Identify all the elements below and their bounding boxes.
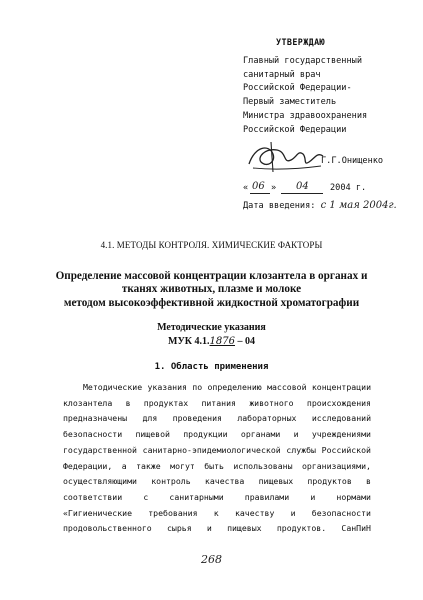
body-word: и: [293, 429, 299, 440]
body-word: использованы: [233, 460, 293, 471]
body-word: учреждениями: [311, 429, 371, 440]
date-month: 04: [296, 181, 309, 192]
body-word: массовой: [267, 382, 307, 392]
body-word: пищевых: [227, 523, 262, 534]
intro-date-handwritten: с 1 мая 2004г.: [320, 200, 397, 211]
body-word: нормами: [336, 491, 371, 502]
title-line: Определение массовой концентрации клозантела в органах и: [55, 270, 368, 282]
title-line: методом высокоэффективной жидкостной хроматографии: [63, 296, 360, 309]
body-word: безопасности: [311, 507, 371, 518]
section-label: 4.1. МЕТОДЫ КОНТРОЛЯ. ХИМИЧЕСКИЕ ФАКТОРЫ: [100, 240, 323, 250]
approval-line: Российской Федерации: [243, 124, 347, 135]
section-heading: 1. Область применения: [154, 362, 269, 372]
body-word: санитарными: [169, 491, 224, 502]
body-word: органами: [240, 429, 281, 440]
body-word: осуществляющими: [63, 476, 137, 487]
body-word: государственной: [63, 444, 137, 455]
body-word: по: [192, 382, 203, 392]
body-word: указания: [147, 382, 187, 392]
body-word: контроль: [151, 476, 191, 487]
code-number: 1876: [209, 336, 235, 347]
date-open-quote: «: [243, 183, 249, 193]
title-line: тканях животных, плазме и молоке: [121, 283, 302, 296]
body-word: а: [121, 460, 127, 471]
body-word: также: [136, 460, 161, 471]
date-close-quote: »: [271, 183, 277, 193]
body-word: питания: [201, 397, 236, 408]
body-word: продуктах: [143, 397, 189, 408]
approval-line: Первый заместитель: [243, 97, 337, 108]
body-word: «Гигиенические: [63, 507, 133, 518]
body-word: требования: [148, 507, 198, 518]
body-line: [63, 474, 371, 490]
approval-date: [243, 183, 418, 197]
body-word: концентрации: [311, 382, 371, 392]
body-word: пищевой: [135, 429, 170, 440]
code-suffix: – 04: [237, 336, 255, 347]
document-kind: Методические указания: [157, 322, 266, 333]
body-word: предназначены: [63, 413, 128, 424]
approval-line: санитарный врач: [243, 69, 321, 80]
body-word: соответствии: [63, 491, 123, 502]
body-line: [63, 443, 371, 459]
approval-block: [243, 36, 418, 138]
body-word: в: [366, 476, 371, 487]
body-word: сырья: [166, 523, 192, 534]
body-word: и: [290, 507, 296, 518]
body-word: пищевых: [258, 476, 294, 487]
body-word: лабораторных: [237, 413, 297, 424]
body-word: службы: [286, 444, 316, 455]
body-line: [63, 427, 371, 443]
body-line: [63, 459, 371, 475]
code-prefix: МУК 4.1.: [168, 336, 210, 347]
body-word: качества: [204, 476, 245, 487]
body-word: Методические: [83, 382, 143, 392]
body-line: [63, 396, 371, 412]
body-word: СанПиН: [341, 523, 371, 534]
body-line: [63, 490, 371, 506]
body-word: животного: [249, 397, 294, 408]
body-word: к: [213, 507, 219, 518]
body-word: продукции: [183, 429, 228, 440]
date-year: 2004 г.: [330, 183, 367, 193]
signer-name: Г.Г.Онищенко: [321, 156, 384, 166]
body-word: быть: [204, 460, 224, 471]
body-word: Федерации,: [63, 460, 113, 471]
body-word: происхождения: [306, 397, 371, 408]
body-word: качеству: [234, 507, 275, 518]
body-word: безопасности: [63, 429, 123, 440]
body-word: проведения: [172, 413, 222, 424]
date-day-underline: [250, 193, 270, 194]
body-line: [63, 411, 371, 427]
introduction-date: [243, 200, 397, 211]
body-line: [63, 506, 371, 522]
body-word: могут: [170, 460, 195, 471]
intro-label: Дата введения:: [243, 201, 316, 211]
body-word: и: [310, 491, 316, 502]
body-word: в: [125, 397, 131, 408]
signature-row: [243, 146, 418, 176]
approval-line: Министра здравоохранения: [243, 110, 368, 121]
page-number: 268: [201, 553, 222, 566]
approval-line: Российской Федерации-: [243, 83, 352, 94]
body-line: [63, 380, 371, 396]
body-word: правилами: [244, 491, 290, 502]
body-word: продуктов.: [276, 523, 327, 534]
body-word: для: [142, 413, 158, 424]
document-title: [0, 270, 423, 310]
document-code: [0, 336, 423, 347]
body-word: Российской: [321, 444, 371, 455]
body-word: продуктов: [307, 476, 352, 487]
body-word: и: [206, 523, 212, 534]
body-word: санитарно-эпидемиологической: [142, 444, 281, 455]
body-word: продовольственного: [63, 523, 152, 534]
body-word: клозантела: [63, 397, 113, 408]
approval-title: УТВЕРЖДАЮ: [276, 37, 325, 47]
body-word: исследований: [311, 413, 371, 424]
date-day: 06: [252, 181, 265, 192]
date-month-underline: [281, 193, 323, 194]
body-line: [63, 521, 371, 537]
body-text: [63, 380, 371, 537]
body-word: организациями,: [301, 460, 371, 471]
body-word: с: [143, 491, 149, 502]
body-word: определению: [207, 382, 262, 392]
approval-line: Главный государственный: [243, 55, 362, 66]
